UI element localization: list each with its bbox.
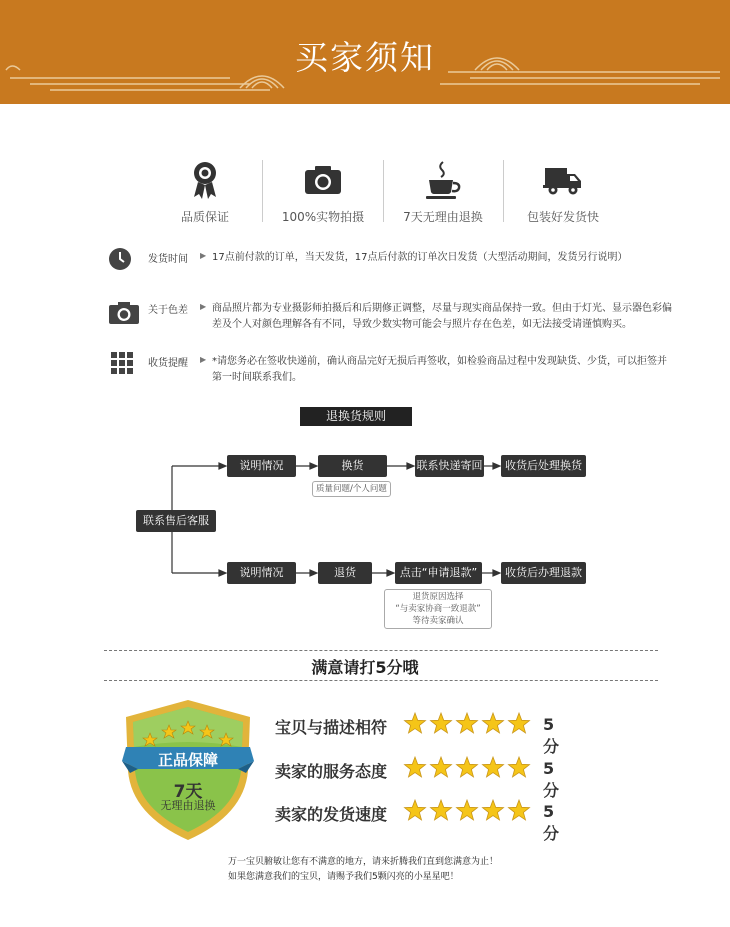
flow-step: 说明情况 [227,455,296,477]
divider [262,160,263,222]
star-rating[interactable] [403,755,538,781]
star-icon[interactable] [431,800,452,820]
rating-label: 卖家的发货速度 [275,805,388,824]
grid-icon [111,352,133,374]
info-heading: 关于色差 [148,305,188,316]
page-title: 买家须知 [295,38,435,77]
star-icon[interactable] [405,757,426,777]
dashed-divider [104,680,658,681]
rating-score: 5分 [543,715,560,756]
badge-title: 正品保障 [157,751,218,769]
rating-label: 宝贝与描述相符 [275,718,388,737]
rating-score: 5分 [543,759,560,800]
arrow-icon: ▶ [200,355,207,364]
rating-score: 5分 [543,802,560,843]
badge-days: 7天 [173,782,203,802]
star-icon[interactable] [457,713,478,733]
star-icon[interactable] [405,713,426,733]
arrow-icon: ▶ [200,302,207,311]
star-icon[interactable] [431,713,452,733]
star-icon[interactable] [483,713,504,733]
star-icon[interactable] [431,757,452,777]
divider [503,160,504,222]
info-text: 商品照片都为专业摄影师拍摄后和后期修正调整，尽量与现实商品保持一致。但由于灯光、显示器色彩偏差及个人对颜色理解各有不同，导致少数实物可能会与照片存在色差，如无法接受请谨慎购买。 [212,303,672,330]
dashed-divider [104,650,658,651]
info-shipping [108,250,668,272]
feature-label: 7天无理由退换 [403,210,483,224]
rating-title: 满意请打5分哦 [311,658,419,677]
info-receipt [108,354,668,390]
flow-note: 质量问题/个人问题 [312,481,391,497]
camera-icon [273,158,373,202]
star-icon[interactable] [509,757,530,777]
coffee-cup-icon [393,158,493,202]
arrow-icon: ▶ [200,251,207,260]
delivery-truck-icon [513,158,613,202]
flow-start-box: 联系售后客服 [136,510,216,532]
divider [383,160,384,222]
info-color [108,301,672,337]
flow-note-line: 退货原因选择 [412,592,464,602]
feature-photo [273,158,373,225]
star-icon[interactable] [509,800,530,820]
info-heading: 发货时间 [148,254,188,265]
feature-return [393,158,493,225]
star-icon[interactable] [405,800,426,820]
feature-shipping [513,158,613,225]
shield-icon [118,697,258,843]
star-icon[interactable] [509,713,530,733]
clock-icon [108,247,132,271]
guarantee-badge [118,697,258,843]
flow-step: 联系快递寄回 [415,455,484,477]
star-icon[interactable] [457,757,478,777]
flow-note-line: “与卖家协商一致退款” [395,604,481,614]
feature-label: 品质保证 [180,210,229,224]
feature-quality [155,158,255,225]
flow-note-line: 等待卖家确认 [412,616,464,626]
footer-line: 如果您满意我们的宝贝，请赐予我们5颗闪亮的小星星吧！ [228,872,459,882]
info-text: 17点前付款的订单，当天发货，17点后付款的订单次日发货（大型活动期间，发货另行说明） [212,252,628,263]
star-icon[interactable] [483,757,504,777]
flow-title: 退换货规则 [300,407,412,426]
flow-step: 收货后处理换货 [501,455,586,477]
star-icon[interactable] [457,800,478,820]
rating-label: 卖家的服务态度 [275,762,388,781]
feature-list [150,158,600,228]
feature-label: 100%实物拍摄 [281,210,365,224]
header-banner [0,0,730,104]
info-heading: 收货提醒 [148,358,188,369]
award-ribbon-icon [155,158,255,202]
flow-step: 说明情况 [227,562,296,584]
badge-subtitle: 无理由退换 [160,799,216,812]
info-text: *请您务必在签收快递前，确认商品完好无损后再签收，如检验商品过程中发现缺货、少货，可以拒签并第一时间联系我们。 [212,356,667,383]
star-rating[interactable] [403,798,538,824]
star-rating[interactable] [403,711,538,737]
flow-step: 退货 [318,562,372,584]
flow-step: 点击“申请退款” [395,562,482,584]
camera-icon [108,301,140,325]
flow-step: 收货后办理退款 [501,562,586,584]
feature-label: 包装好发货快 [526,210,599,224]
flow-note [384,589,492,629]
star-icon[interactable] [483,800,504,820]
flow-step: 换货 [318,455,387,477]
footer-line: 万一宝贝腑敏让您有不满意的地方，请来折腾我们直到您满意为止！ [228,857,499,867]
